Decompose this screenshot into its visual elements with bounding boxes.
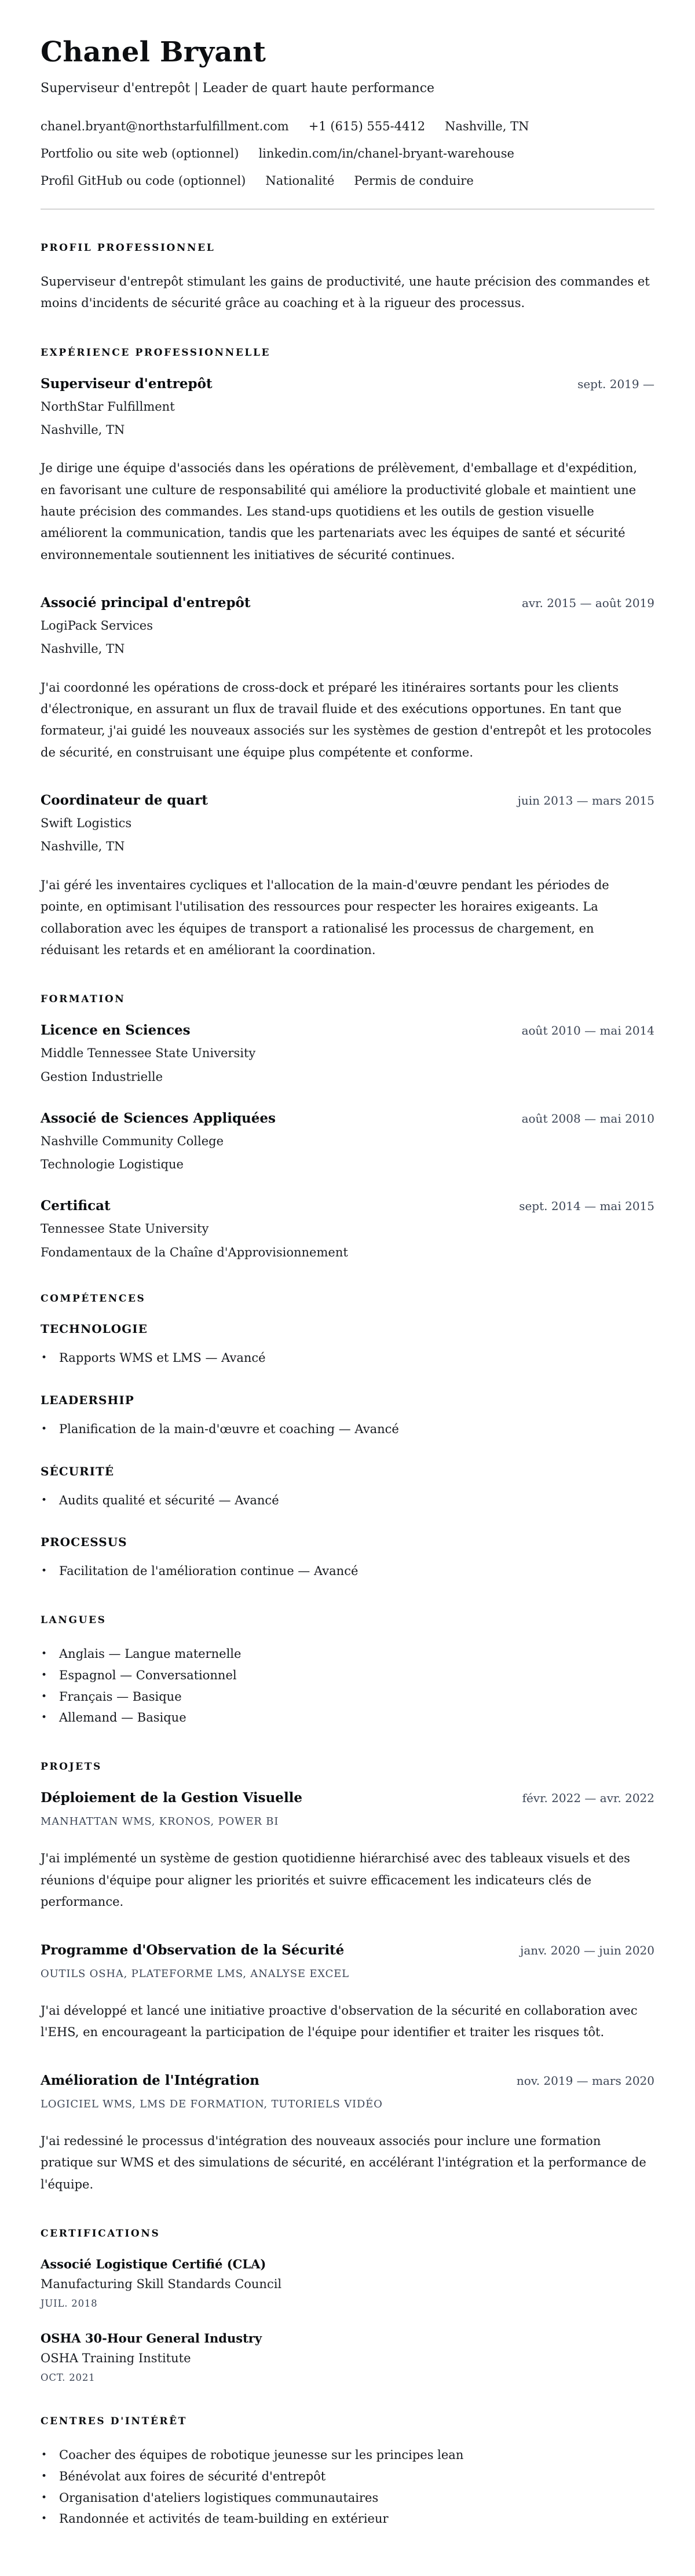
contact-row-2: [41, 145, 654, 162]
skill-list: [41, 1419, 654, 1440]
certification-title: OSHA 30-Hour General Industry: [41, 2331, 262, 2346]
job-entry: [41, 792, 654, 961]
certification-entry: [41, 2331, 654, 2383]
section-skills: [41, 1293, 654, 1582]
job-date: avr. 2015 — août 2019: [521, 596, 654, 611]
degree-title: Licence en Sciences: [41, 1022, 191, 1039]
job-entry-head: [41, 595, 654, 611]
degree-title: Certificat: [41, 1198, 111, 1214]
project-title: Programme d'Observation de la Sécurité: [41, 1942, 345, 1958]
project-description: J'ai développé et lancé une initiative proactive d'observation de la sécurité en collaboration avec l'EHS, en encourageant la participation de l'équipe pour identifier et traiter les risques tôt.: [41, 2003, 638, 2040]
section-interests: [41, 2416, 654, 2530]
candidate-name: Chanel Bryant: [41, 36, 266, 68]
job-date: sept. 2019 —: [577, 377, 654, 391]
skill-item: • Rapports WMS et LMS — Avancé: [41, 1347, 654, 1369]
interest-item: • Bénévolat aux foires de sécurité d'entrepôt: [41, 2466, 654, 2487]
contact-phone: +1 (615) 555-4412: [308, 119, 426, 133]
field-of-study: Gestion Industrielle: [41, 1069, 163, 1084]
field-of-study: Fondamentaux de la Chaîne d'Approvisionnement: [41, 1245, 348, 1259]
skill-group-title: SÉCURITÉ: [41, 1464, 115, 1478]
skill-item: • Planification de la main-d'œuvre et coaching — Avancé: [41, 1419, 654, 1440]
certification-date: JUIL. 2018: [41, 2298, 98, 2310]
project-stack: OUTILS OSHA, PLATEFORME LMS, ANALYSE EXCEL: [41, 1967, 349, 1980]
project-entry: [41, 1942, 654, 2044]
header-divider: [41, 209, 654, 210]
section-title-profile: PROFIL PROFESSIONNEL: [41, 242, 215, 254]
education-entry: [41, 1110, 654, 1173]
contact-email: chanel.bryant@northstarfulfillment.com: [41, 119, 289, 133]
section-title-languages: LANGUES: [41, 1614, 107, 1627]
job-title: Associé principal d'entrepôt: [41, 595, 251, 611]
job-location: Nashville, TN: [41, 839, 125, 854]
school-name: Tennessee State University: [41, 1222, 209, 1236]
project-date: févr. 2022 — avr. 2022: [522, 1791, 654, 1806]
skill-item: • Facilitation de l'amélioration continue — Avancé: [41, 1561, 654, 1582]
section-profile: [41, 242, 654, 315]
language-item: • Allemand — Basique: [41, 1707, 654, 1729]
contact-linkedin: linkedin.com/in/chanel-bryant-warehouse: [258, 146, 514, 160]
section-projects: [41, 1761, 654, 2195]
skill-group: [41, 1393, 654, 1440]
interest-list: [41, 2445, 654, 2530]
job-title: Coordinateur de quart: [41, 792, 208, 809]
education-date: août 2010 — mai 2014: [521, 1024, 654, 1038]
job-company: Swift Logistics: [41, 816, 132, 831]
job-entry: [41, 595, 654, 763]
section-title-interests: CENTRES D'INTÉRÊT: [41, 2416, 187, 2428]
project-entry: [41, 1790, 654, 1913]
section-certifications: [41, 2228, 654, 2383]
project-title: Déploiement de la Gestion Visuelle: [41, 1790, 303, 1806]
section-title-projects: PROJETS: [41, 1761, 102, 1773]
language-item: • Espagnol — Conversationnel: [41, 1665, 654, 1686]
project-entry: [41, 2073, 654, 2196]
skill-list: [41, 1561, 654, 1582]
certification-title: Associé Logistique Certifié (CLA): [41, 2257, 266, 2272]
language-list: [41, 1643, 654, 1729]
certification-date: OCT. 2021: [41, 2372, 96, 2384]
education-entry-head: [41, 1022, 654, 1038]
skill-group-title: TECHNOLOGIE: [41, 1322, 148, 1336]
school-name: Nashville Community College: [41, 1134, 224, 1148]
job-company: NorthStar Fulfillment: [41, 399, 175, 414]
section-title-experience: EXPÉRIENCE PROFESSIONNELLE: [41, 346, 271, 359]
project-stack: MANHATTAN WMS, KRONOS, POWER BI: [41, 1815, 279, 1828]
skill-list: [41, 1490, 654, 1511]
contact-github-label: Profil GitHub ou code (optionnel): [41, 174, 246, 188]
language-item: • Français — Basique: [41, 1686, 654, 1708]
contact-location: Nashville, TN: [445, 119, 529, 133]
profile-summary: Superviseur d'entrepôt stimulant les gains de productivité, une haute précision des commandes et moins d'incidents de sécurité grâce au coaching et à la rigueur des processus.: [41, 274, 650, 310]
education-date: sept. 2014 — mai 2015: [519, 1199, 654, 1214]
interest-item: • Randonnée et activités de team-building en extérieur: [41, 2508, 654, 2530]
job-description: Je dirige une équipe d'associés dans les opérations de prélèvement, d'emballage et d'expédition, en favorisant une culture de responsabilité qui améliore la productivité globale et maintient une haute précision des commandes. Les stand-ups quotidiens et les outils de gestion visuelle améliorent la communication, tandis que les partenariats avec les équipes de santé et sécurité environnementale soutiennent les initiatives de sécurité continues.: [41, 461, 638, 562]
project-entry-head: [41, 1942, 654, 1958]
job-location: Nashville, TN: [41, 642, 125, 656]
certification-entry: [41, 2257, 654, 2309]
skill-group: [41, 1535, 654, 1582]
section-title-certifications: CERTIFICATIONS: [41, 2228, 160, 2240]
project-description: J'ai implémenté un système de gestion quotidienne hiérarchisé avec des tableaux visuels et des réunions d'équipe pour aligner les priorités et suivre efficacement les indicateurs clés de performance.: [41, 1851, 630, 1909]
job-company: LogiPack Services: [41, 619, 153, 633]
project-entry-head: [41, 1790, 654, 1806]
contact-nationality-label: Nationalité: [265, 174, 335, 188]
contact-row-1: [41, 118, 654, 135]
contact-license-label: Permis de conduire: [354, 174, 474, 188]
skill-item: • Audits qualité et sécurité — Avancé: [41, 1490, 654, 1511]
section-title-skills: COMPÉTENCES: [41, 1293, 146, 1305]
skill-group-title: PROCESSUS: [41, 1535, 127, 1550]
project-description: J'ai redessiné le processus d'intégration des nouveaux associés pour inclure une formation pratique sur WMS et des simulations de sécurité, en accélérant l'intégration et la performance de l'équipe.: [41, 2134, 646, 2191]
education-entry-head: [41, 1198, 654, 1214]
project-date: nov. 2019 — mars 2020: [516, 2073, 654, 2088]
skill-group: [41, 1464, 654, 1511]
school-name: Middle Tennessee State University: [41, 1046, 256, 1061]
section-title-education: FORMATION: [41, 993, 126, 1006]
contact-row-3: [41, 172, 654, 189]
language-item: • Anglais — Langue maternelle: [41, 1643, 654, 1665]
interest-item: • Organisation d'ateliers logistiques communautaires: [41, 2487, 654, 2509]
section-education: [41, 993, 654, 1260]
field-of-study: Technologie Logistique: [41, 1157, 184, 1172]
contact-website-label: Portfolio ou site web (optionnel): [41, 146, 239, 160]
job-title: Superviseur d'entrepôt: [41, 375, 213, 392]
project-date: janv. 2020 — juin 2020: [520, 1943, 654, 1957]
skill-group-title: LEADERSHIP: [41, 1393, 134, 1407]
skill-group: [41, 1322, 654, 1369]
certification-org: OSHA Training Institute: [41, 2351, 191, 2366]
education-entry: [41, 1022, 654, 1085]
candidate-tagline: Superviseur d'entrepôt | Leader de quart haute performance: [41, 81, 435, 96]
education-entry-head: [41, 1110, 654, 1126]
section-languages: [41, 1614, 654, 1729]
project-entry-head: [41, 2073, 654, 2088]
project-stack: LOGICIEL WMS, LMS DE FORMATION, TUTORIELS VIDÉO: [41, 2098, 383, 2110]
job-location: Nashville, TN: [41, 422, 125, 437]
job-entry-head: [41, 792, 654, 808]
skill-list: [41, 1347, 654, 1369]
education-entry: [41, 1198, 654, 1260]
education-date: août 2008 — mai 2010: [521, 1111, 654, 1126]
project-title: Amélioration de l'Intégration: [41, 2072, 259, 2088]
certification-org: Manufacturing Skill Standards Council: [41, 2277, 282, 2292]
job-date: juin 2013 — mars 2015: [517, 794, 654, 808]
degree-title: Associé de Sciences Appliquées: [41, 1110, 276, 1126]
job-entry-head: [41, 376, 654, 392]
resume-header: [41, 37, 654, 210]
job-description: J'ai coordonné les opérations de cross-dock et préparé les itinéraires sortants pour les clients d'électronique, en assurant un flux de travail fluide et des exécutions opportunes. En tant que formateur, j'ai guidé les nouveaux associés sur les systèmes de gestion d'entrepôt et les protocoles de sécurité, en construisant une équipe plus compétente et conforme.: [41, 680, 652, 759]
section-experience: [41, 347, 654, 962]
job-description: J'ai géré les inventaires cycliques et l'allocation de la main-d'œuvre pendant les périodes de pointe, en optimisant l'utilisation des ressources pour respecter les horaires exigeants. La collaboration avec les équipes de transport a rationalisé les processus de chargement, en réduisant les retards et en améliorant la coordination.: [41, 878, 609, 957]
interest-item: • Coacher des équipes de robotique jeunesse sur les principes lean: [41, 2445, 654, 2466]
job-entry: [41, 376, 654, 566]
